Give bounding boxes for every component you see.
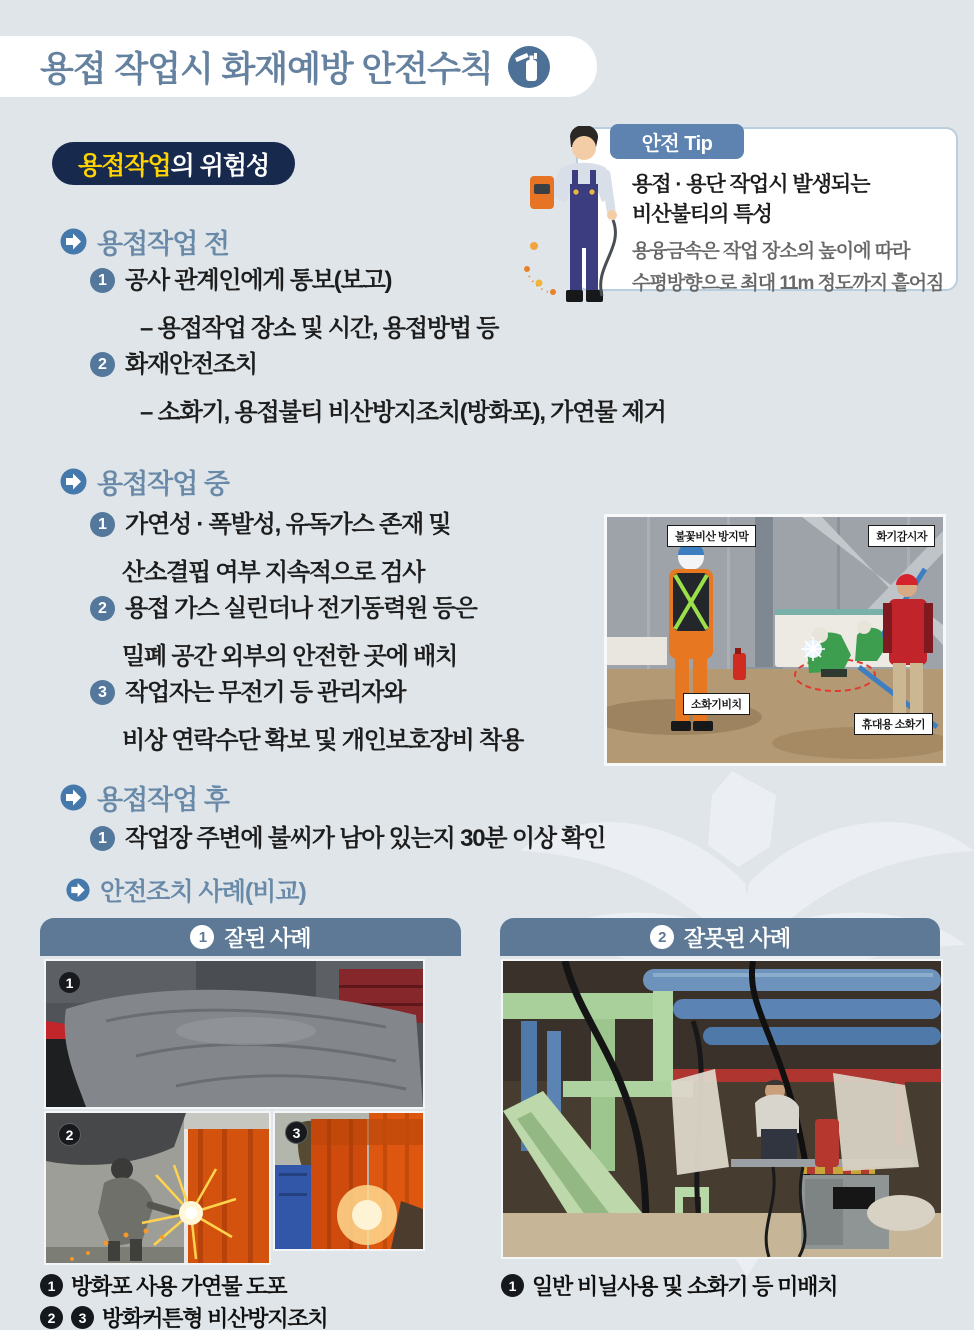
jobsite-photo [604,514,946,766]
before-item-1-text: 공사 관계인에게 통보(보고) [125,267,392,294]
section-before-title: 용접작업 전 [97,229,229,259]
before-item-2 [90,348,257,377]
bad-case-number-badge: 2 [650,925,674,949]
item-number-badge: 1 [90,268,115,293]
risk-badge-highlight: 용접작업 [78,151,171,180]
during-item-2-line1: 용접 가스 실린더나 전기동력원 등은 [125,595,477,622]
fire-extinguisher-icon [507,45,551,89]
good-case-photo-fire-curtain-work [44,1111,271,1265]
before-item-1-sub: – 용접작업 장소 및 시간, 용접방법 등 [140,315,499,342]
section-cases-title: 안전조치 사례(비교) [100,878,306,906]
item-number-badge: 1 [90,826,115,851]
tip-title-line2: 비산불티의 특성 [632,203,772,226]
tip-desc-line1: 용융금속은 작업 장소의 높이에 따라 [632,241,910,262]
good-case-label: 잘된 사례 [224,925,311,951]
page-title: 용접 작업시 화재예방 안전수칙 [40,49,493,89]
arrow-circle-icon [60,228,87,255]
after-item-1 [90,822,605,851]
bad-case-header [500,918,940,956]
arrow-circle-icon [60,468,87,495]
caption-number-badge: 2 [40,1306,63,1329]
item-number-badge: 2 [90,596,115,621]
good-case-header [40,918,461,956]
during-item-3-line1: 작업자는 무전기 등 관리자와 [125,679,406,706]
before-item-2-text: 화재안전조치 [125,351,257,378]
good-case-photo-fire-blanket [44,959,425,1109]
arrow-circle-icon [60,784,87,811]
good-case-number-badge: 1 [190,925,214,949]
section-cases [66,872,306,908]
before-item-2-sub: – 소화기, 용접불티 비산방지조치(방화포), 가연물 제거 [140,399,666,426]
risk-badge-rest: 의 위험성 [170,151,270,180]
photo-number-badge: 2 [58,1123,81,1146]
safety-tip-badge: 안전 Tip [610,124,744,159]
during-item-2-line2: 밀폐 공간 외부의 안전한 곳에 배치 [122,643,458,670]
good-case-photo-fire-curtains [273,1111,425,1251]
bad-caption-1 [501,1270,837,1301]
item-number-badge: 2 [90,352,115,377]
label-fire-watcher: 화기감시자 [868,525,935,547]
caption-number-badge: 1 [501,1274,524,1297]
tip-desc-line2: 수평방향으로 최대 11m 정도까지 흩어짐 [632,273,944,294]
item-number-badge: 3 [90,680,115,705]
caption-number-badge: 3 [71,1306,94,1329]
section-before-welding [60,222,229,261]
page-title-bar [0,36,597,97]
good-caption-1-text: 방화포 사용 가연물 도포 [71,1274,287,1299]
label-spark-shield: 불꽃비산 방지막 [667,525,756,547]
bad-case-label: 잘못된 사례 [683,925,791,951]
section-during-welding [60,462,229,501]
during-item-1-line1: 가연성 · 폭발성, 유독가스 존재 및 [125,511,451,538]
during-item-3 [90,676,405,705]
label-extinguisher-placed: 소화기비치 [683,693,750,715]
during-item-3-line2: 비상 연락수단 확보 및 개인보호장비 착용 [122,727,524,754]
section-after-welding [60,778,229,817]
before-item-1 [90,264,391,293]
arrow-circle-icon [66,878,90,902]
tip-title-line1: 용접 · 용단 작업시 발생되는 [632,173,870,196]
section-after-title: 용접작업 후 [97,785,229,815]
good-caption-1 [40,1270,286,1301]
caption-number-badge: 1 [40,1274,63,1297]
risk-section-badge [52,142,295,185]
during-item-2 [90,592,477,621]
item-number-badge: 1 [90,512,115,537]
section-during-title: 용접작업 중 [97,469,229,499]
good-caption-2-text: 방화커튼형 비산방지조치 [102,1306,328,1330]
during-item-1-line2: 산소결핍 여부 지속적으로 검사 [122,559,425,586]
photo-number-badge: 3 [285,1121,308,1144]
bad-caption-1-text: 일반 비닐사용 및 소화기 등 미배치 [532,1274,838,1299]
welder-illustration [522,126,646,308]
after-item-1-text: 작업장 주변에 불씨가 남아 있는지 30분 이상 확인 [125,825,606,852]
bad-case-photo-plant [501,959,943,1259]
good-caption-2 [40,1302,328,1330]
photo-number-badge: 1 [58,971,81,994]
label-portable-extinguisher: 휴대용 소화기 [854,713,933,735]
during-item-1 [90,508,450,537]
